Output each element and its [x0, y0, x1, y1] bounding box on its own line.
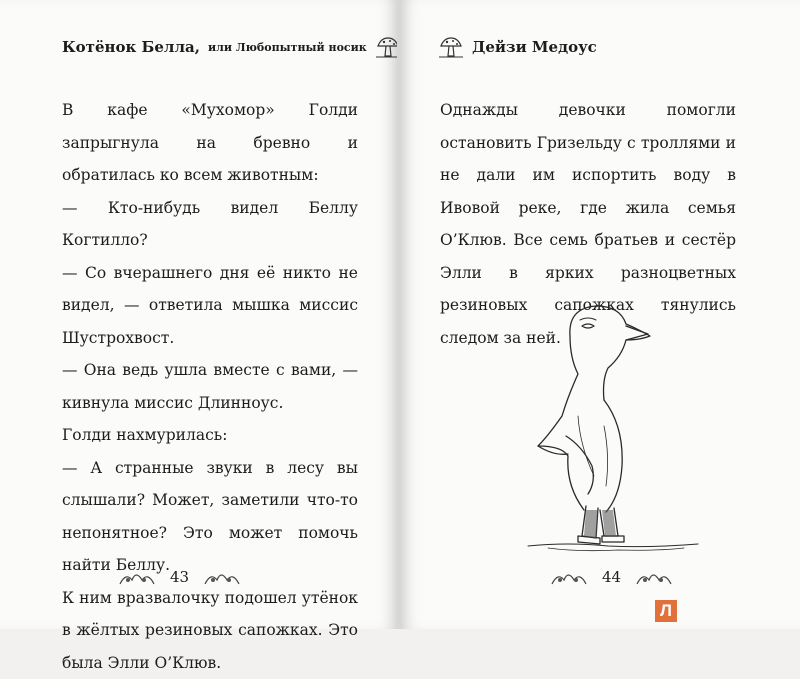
publisher-logo: Л — [655, 600, 677, 622]
leaf-ornament-icon — [118, 568, 156, 586]
left-header-title: Котёнок Белла, — [62, 38, 200, 56]
paragraph: — А странные звуки в лесу вы слышали? Может, заметили что-то непонятное? Это может помочь найти Беллу. — [62, 452, 358, 582]
paragraph: — Она ведь ушла вместе с вами, — кивнула миссис Длинноус. — [62, 354, 358, 419]
left-body-text — [62, 94, 358, 679]
paragraph: — Кто-нибудь видел Беллу Когтилло? — [62, 192, 358, 257]
duckling-illustration — [508, 296, 718, 558]
left-page — [0, 0, 398, 629]
paragraph: Голди нахмурилась: — [62, 419, 358, 452]
mushroom-icon — [438, 36, 464, 58]
page-number: 43 — [170, 568, 189, 586]
right-footer — [550, 568, 673, 586]
paragraph: — Со вчерашнего дня её никто не видел, — ответила мышка миссис Шустрохвост. — [62, 257, 358, 355]
page-number: 44 — [602, 568, 621, 586]
right-header-title: Дейзи Медоус — [472, 38, 597, 56]
paragraph: В кафе «Мухомор» Голди запрыгнула на бревно и обратилась ко всем животным: — [62, 94, 358, 192]
right-running-header — [438, 36, 597, 58]
paragraph: Однажды девочки помогли остановить Гризельду с троллями и не дали им испортить воду в Ивовой реке, где жила семья О’Клюв. Все семь братьев и сестёр Элли в ярких разноцветных резиновых сапожках тянулись следом за ней. — [440, 94, 736, 354]
left-header-subtitle: или Любопытный носик — [208, 41, 367, 54]
leaf-ornament-icon — [635, 568, 673, 586]
right-page — [400, 0, 800, 629]
left-running-header — [62, 36, 401, 58]
paragraph: К ним вразвалочку подошел утёнок в жёлтых резиновых сапожках. Это была Элли О’Клюв. — [62, 582, 358, 679]
left-footer — [118, 568, 241, 586]
leaf-ornament-icon — [203, 568, 241, 586]
leaf-ornament-icon — [550, 568, 588, 586]
